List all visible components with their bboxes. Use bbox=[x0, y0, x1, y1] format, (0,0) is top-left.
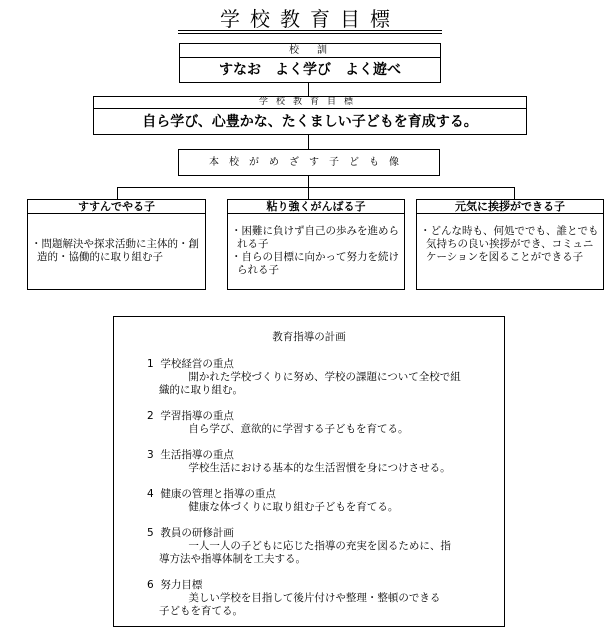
plan-item-heading: 努力目標 bbox=[160, 579, 203, 591]
plan-item-number: 4 bbox=[147, 488, 154, 500]
goal-box bbox=[93, 96, 527, 135]
motto-text: すなお よく学び よく遊べ bbox=[219, 62, 401, 78]
plan-item bbox=[147, 527, 504, 566]
plan-item-number: 6 bbox=[147, 579, 154, 591]
motto-header: 校 訓 bbox=[180, 44, 440, 58]
plan-item bbox=[147, 488, 504, 514]
plan-item-number: 5 bbox=[147, 527, 154, 539]
connector bbox=[514, 187, 515, 199]
connector bbox=[117, 187, 118, 199]
connector bbox=[117, 187, 515, 188]
connector bbox=[308, 135, 309, 149]
plan-item-heading: 健康の管理と指導の重点 bbox=[160, 488, 276, 500]
plan-item-body: 開かれた学校づくりに努め、学校の課題について全校で組織的に取り組む。 bbox=[159, 371, 461, 396]
card-bullet: ・どんな時も、何処ででも、誰とでも気持ちの良い挨拶ができ、コミュニケーションを図ることができる子 bbox=[420, 225, 599, 263]
card-nebarizuyoku bbox=[227, 199, 405, 290]
motto-box bbox=[179, 43, 441, 83]
ideal-box bbox=[178, 149, 440, 176]
plan-item-number: 2 bbox=[147, 410, 154, 422]
card-title: すすんでやる子 bbox=[28, 200, 205, 214]
plan-item-body: 美しい学校を目指して後片付けや整理・整頓のできる子どもを育てる。 bbox=[159, 592, 441, 617]
plan-item bbox=[147, 358, 504, 397]
plan-item-body: 健康な体づくりに取り組む子どもを育てる。 bbox=[188, 501, 399, 513]
plan-item bbox=[147, 579, 504, 618]
plan-item-heading: 教員の研修計画 bbox=[160, 527, 234, 539]
goal-text: 自ら学び、心豊かな、たくましい子どもを育成する。 bbox=[142, 114, 478, 130]
card-bullet: ・困難に負けず自己の歩みを進められる子 bbox=[231, 225, 399, 250]
plan-item-body: 自ら学び、意欲的に学習する子どもを育てる。 bbox=[188, 423, 409, 435]
card-bullet: ・自らの目標に向かって努力を続けられる子 bbox=[231, 251, 399, 276]
card-genki bbox=[416, 199, 604, 290]
connector bbox=[308, 187, 309, 199]
title-underline bbox=[178, 30, 442, 34]
plan-item-number: 1 bbox=[147, 358, 154, 370]
card-susunde bbox=[27, 199, 206, 290]
plan-item bbox=[147, 449, 504, 475]
goal-header: 学校教育目標 bbox=[94, 97, 526, 109]
plan-item-number: 3 bbox=[147, 449, 154, 461]
plan-box bbox=[113, 316, 505, 627]
page-title: 学校教育目標 bbox=[220, 7, 400, 31]
card-title: 元気に挨拶ができる子 bbox=[417, 200, 603, 214]
plan-item-heading: 学習指導の重点 bbox=[160, 410, 234, 422]
plan-item-body: 一人一人の子どもに応じた指導の充実を図るために、指導方法や指導体制を工夫する。 bbox=[159, 540, 451, 565]
card-bullet: ・問題解決や探求活動に主体的・創造的・協働的に取り組む子 bbox=[31, 238, 199, 263]
plan-item bbox=[147, 410, 504, 436]
plan-item-heading: 生活指導の重点 bbox=[160, 449, 234, 461]
ideal-header: 本校がめざす子ども像 bbox=[209, 157, 409, 168]
plan-title: 教育指導の計画 bbox=[272, 331, 346, 343]
card-title: 粘り強くがんばる子 bbox=[228, 200, 404, 214]
plan-item-heading: 学校経営の重点 bbox=[160, 358, 234, 370]
plan-item-body: 学校生活における基本的な生活習慣を身につけさせる。 bbox=[188, 462, 451, 474]
connector bbox=[308, 83, 309, 96]
